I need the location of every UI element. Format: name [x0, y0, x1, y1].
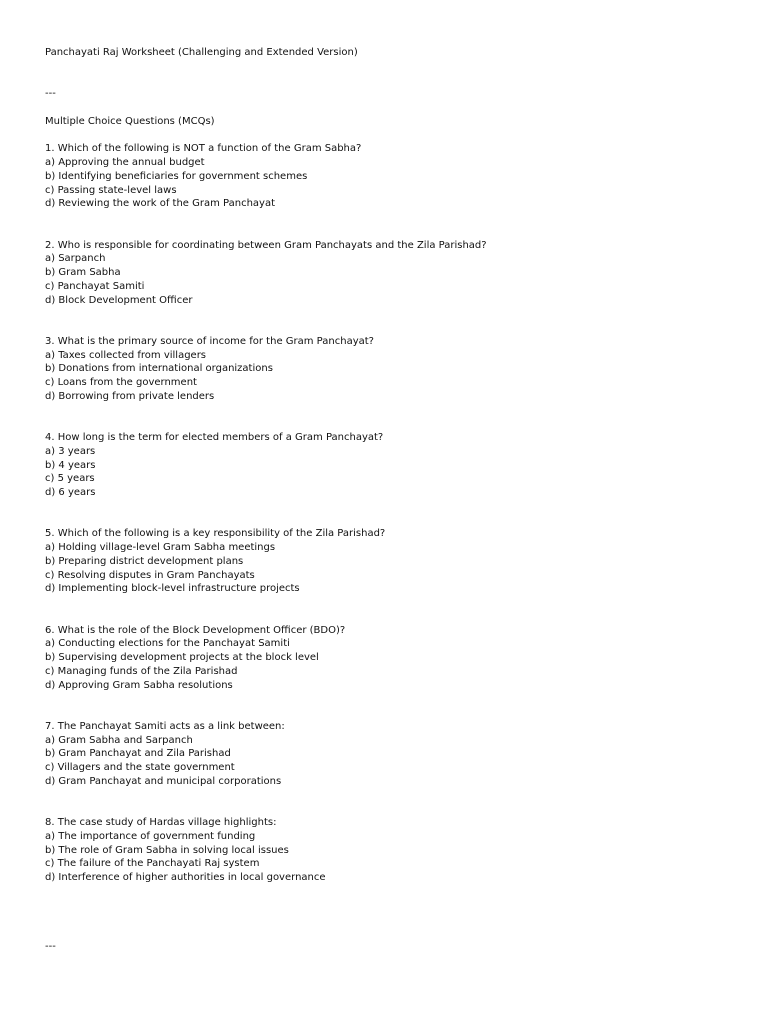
- option-d: d) Block Development Officer: [45, 294, 193, 306]
- question-text: 6. What is the role of the Block Development Officer (BDO)?: [45, 624, 346, 636]
- question-6: [45, 624, 745, 693]
- option-c: c) Villagers and the state government: [45, 762, 235, 773]
- separator: ---: [45, 88, 56, 100]
- option-b: b) Supervising development projects at the block level: [45, 652, 319, 663]
- option-d: d) 6 years: [45, 487, 96, 498]
- question-1: [45, 142, 745, 211]
- option-d: d) Interference of higher authorities in local governance: [45, 872, 326, 883]
- option-c: c) The failure of the Panchayati Raj system: [45, 858, 260, 870]
- separator-bottom: ---: [45, 940, 56, 952]
- option-a: a) Holding village-level Gram Sabha meetings: [45, 542, 276, 553]
- option-a: a) Conducting elections for the Panchayat Samiti: [45, 638, 290, 650]
- option-b: b) Preparing district development plans: [45, 555, 244, 567]
- question-text: 3. What is the primary source of income for the Gram Panchayat?: [45, 335, 374, 347]
- question-7: [45, 720, 745, 789]
- option-a: a) Taxes collected from villagers: [45, 349, 207, 361]
- option-c: c) 5 years: [45, 473, 95, 485]
- option-a: a) 3 years: [45, 445, 96, 457]
- option-a: a) Gram Sabha and Sarpanch: [45, 734, 193, 746]
- option-b: b) Gram Sabha: [45, 267, 121, 278]
- option-b: b) 4 years: [45, 459, 96, 471]
- option-c: c) Panchayat Samiti: [45, 280, 145, 292]
- question-text: 8. The case study of Hardas village highlights:: [45, 817, 277, 828]
- option-b: b) Identifying beneficiaries for government schemes: [45, 170, 308, 182]
- option-d: d) Gram Panchayat and municipal corporations: [45, 775, 282, 787]
- question-text: 7. The Panchayat Samiti acts as a link between:: [45, 720, 285, 732]
- page-title: Panchayati Raj Worksheet (Challenging and Extended Version): [45, 47, 358, 58]
- option-c: c) Loans from the government: [45, 377, 197, 388]
- question-text: 2. Who is responsible for coordinating between Gram Panchayats and the Zila Parishad?: [45, 239, 487, 251]
- question-3: [45, 335, 745, 404]
- option-b: b) The role of Gram Sabha in solving local issues: [45, 844, 289, 856]
- question-text: 4. How long is the term for elected members of a Gram Panchayat?: [45, 432, 384, 443]
- option-d: d) Reviewing the work of the Gram Panchayat: [45, 198, 276, 210]
- question-2: [45, 239, 745, 308]
- option-c: c) Resolving disputes in Gram Panchayats: [45, 569, 255, 581]
- question-text: 1. Which of the following is NOT a function of the Gram Sabha?: [45, 143, 362, 155]
- option-c: c) Managing funds of the Zila Parishad: [45, 665, 238, 677]
- question-text: 5. Which of the following is a key responsibility of the Zila Parishad?: [45, 528, 386, 540]
- question-5: [45, 527, 745, 596]
- option-d: d) Implementing block-level infrastructure projects: [45, 583, 300, 595]
- option-c: c) Passing state-level laws: [45, 184, 177, 196]
- section-heading: Multiple Choice Questions (MCQs): [45, 115, 215, 127]
- worksheet-page: [45, 46, 745, 954]
- question-4: [45, 431, 745, 500]
- option-b: b) Gram Panchayat and Zila Parishad: [45, 748, 231, 760]
- option-a: a) Approving the annual budget: [45, 157, 205, 168]
- option-d: d) Borrowing from private lenders: [45, 390, 215, 402]
- question-8: [45, 816, 745, 885]
- option-a: a) The importance of government funding: [45, 830, 256, 842]
- option-d: d) Approving Gram Sabha resolutions: [45, 679, 233, 691]
- option-a: a) Sarpanch: [45, 253, 106, 265]
- option-b: b) Donations from international organizations: [45, 363, 273, 375]
